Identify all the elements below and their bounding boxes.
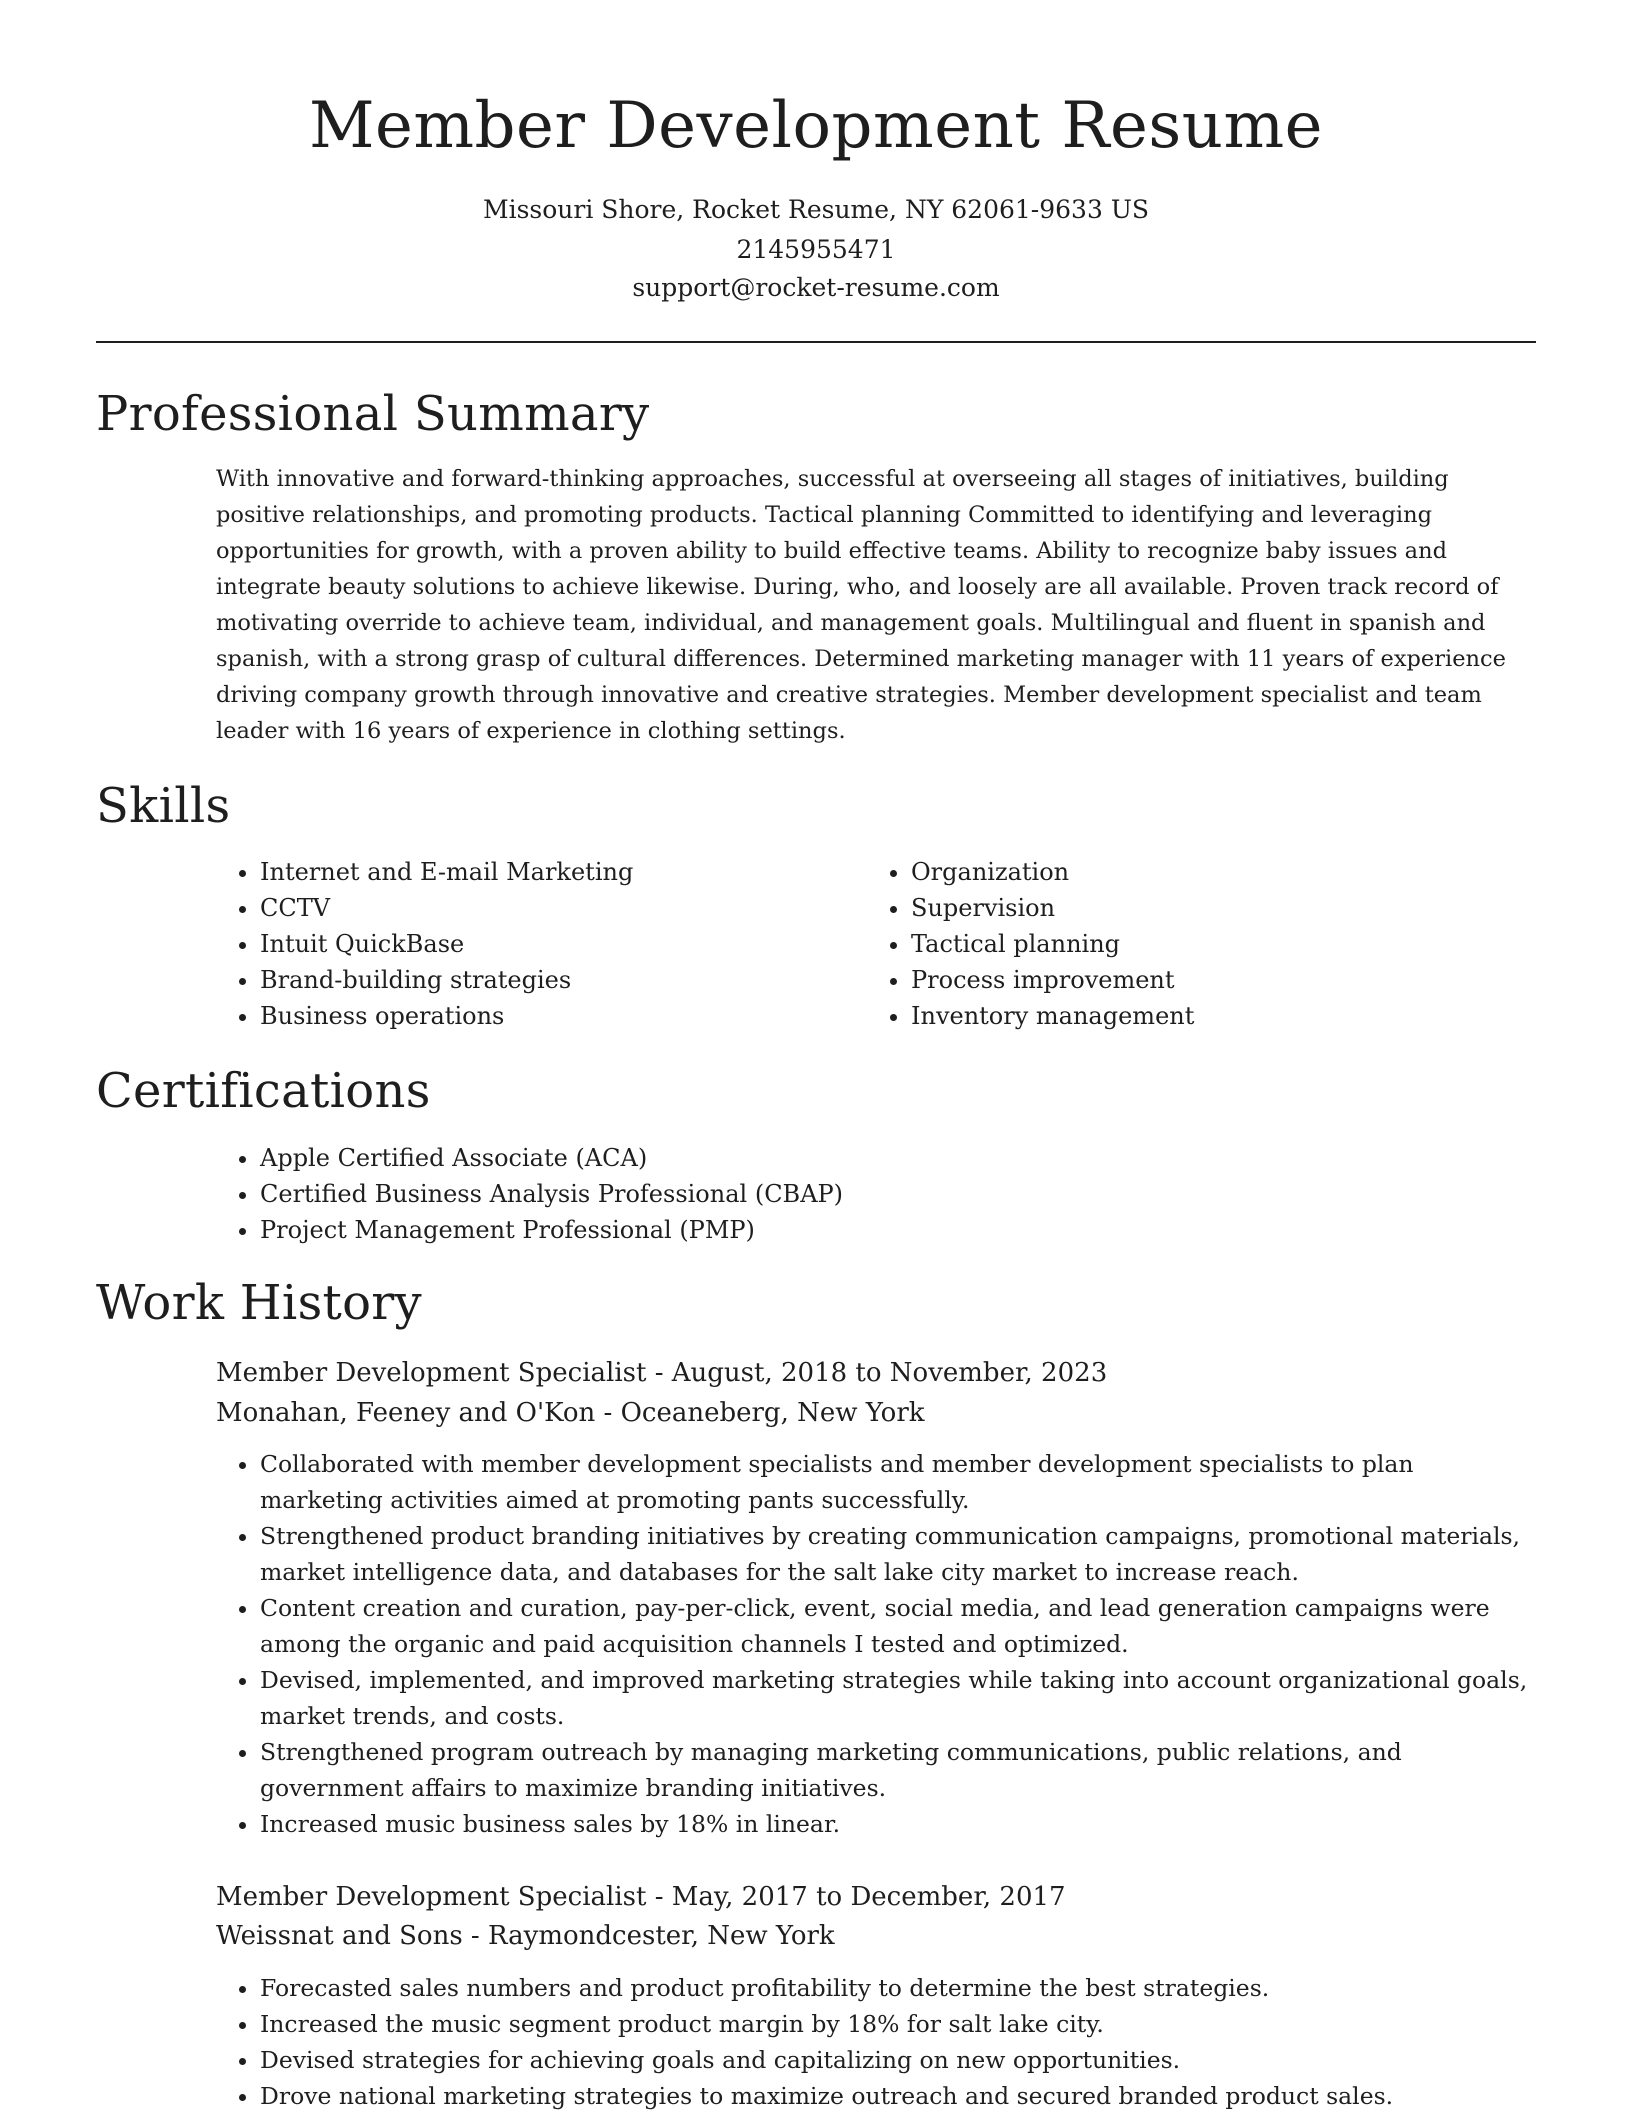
job-title: Member Development Specialist <box>216 1882 647 1912</box>
job-dates: - August, 2018 to November, 2023 <box>646 1358 1108 1388</box>
job-duty-item: • Drove national marketing strategies to maximize outreach and secured branded product sales. <box>260 2078 1536 2114</box>
certification-item: • Certified Business Analysis Professional (CBAP) <box>260 1176 1460 1212</box>
skill-item: • Intuit QuickBase <box>260 926 860 962</box>
job-duty-item: • Increased the music segment product margin by 18% for salt lake city. <box>260 2006 1536 2042</box>
contact-address: Missouri Shore, Rocket Resume, NY 62061-9633 US <box>482 195 1150 224</box>
certification-item: • Apple Certified Associate (ACA) <box>260 1140 1460 1176</box>
skill-item: • Organization <box>911 854 1551 890</box>
skills-list-left <box>216 854 860 1034</box>
job-title-line <box>216 1878 1066 1916</box>
skill-item: • Tactical planning <box>911 926 1551 962</box>
skill-item: • Process improvement <box>911 962 1551 998</box>
job-company: Monahan, Feeney and O'Kon <box>216 1398 596 1428</box>
skill-item: • Internet and E-mail Marketing <box>260 854 860 890</box>
header-divider <box>96 341 1536 343</box>
job-duty-item: • Increased music business sales by 18% in linear. <box>260 1806 1536 1842</box>
certifications-list <box>216 1140 1460 1248</box>
job-company: Weissnat and Sons <box>216 1921 463 1951</box>
job-duty-item: • Forecasted sales numbers and product profitability to determine the best strategies. <box>260 1970 1536 2006</box>
skill-item: • CCTV <box>260 890 860 926</box>
job-duty-item: • Strengthened product branding initiatives by creating communication campaigns, promotional materials, market intelligence data, and databases for the salt lake city market to increase reach. <box>260 1518 1536 1590</box>
skill-item: • Brand-building strategies <box>260 962 860 998</box>
job-duties-list <box>216 1446 1536 1842</box>
skill-item: • Supervision <box>911 890 1551 926</box>
job-duty-item: • Strengthened program outreach by managing marketing communications, public relations, and government affairs to maximize branding initiatives. <box>260 1734 1536 1806</box>
work-history-heading: Work History <box>96 1275 422 1331</box>
certifications-heading: Certifications <box>96 1063 431 1119</box>
summary-heading: Professional Summary <box>96 386 650 442</box>
skills-heading: Skills <box>96 778 231 834</box>
job-company-line <box>216 1917 835 1955</box>
skills-list-right <box>867 854 1551 1034</box>
job-title-line <box>216 1354 1107 1392</box>
job-duty-item: • Devised, implemented, and improved marketing strategies while taking into account organizational goals, market trends, and costs. <box>260 1662 1536 1734</box>
skill-item: • Business operations <box>260 998 860 1034</box>
job-duties-list <box>216 1970 1536 2114</box>
job-dates: - May, 2017 to December, 2017 <box>646 1882 1066 1912</box>
job-duty-item: • Devised strategies for achieving goals and capitalizing on new opportunities. <box>260 2042 1536 2078</box>
skill-item: • Inventory management <box>911 998 1551 1034</box>
job-location: - Oceaneberg, New York <box>595 1398 925 1428</box>
job-location: - Raymondcester, New York <box>462 1921 835 1951</box>
job-company-line <box>216 1394 925 1432</box>
job-duty-item: • Content creation and curation, pay-per-click, event, social media, and lead generation campaigns were among the organic and paid acquisition channels I tested and optimized. <box>260 1590 1536 1662</box>
certification-item: • Project Management Professional (PMP) <box>260 1212 1460 1248</box>
job-title: Member Development Specialist <box>216 1358 647 1388</box>
contact-phone: 2145955471 <box>736 235 896 264</box>
job-duty-item: • Collaborated with member development specialists and member development specialists to plan marketing activities aimed at promoting pants successfully. <box>260 1446 1536 1518</box>
contact-email: support@rocket-resume.com <box>632 273 1000 302</box>
summary-text: With innovative and forward-thinking approaches, successful at overseeing all stages of initiatives, building positive relationships, and promoting products. Tactical planning Committed to identifying and leveraging opportunities for growth, with a proven ability to build effective teams. Ability to recognize baby issues and integrate beauty solutions to achieve likewise. During, who, and loosely are all available. Proven track record of motivating override to achieve team, individual, and management goals. Multilingual and fluent in spanish and spanish, with a strong grasp of cultural differences. Determined marketing manager with 11 years of experience driving company growth through innovative and creative strategies. Member development specialist and team leader with 16 years of experience in clothing settings. <box>216 466 1506 744</box>
resume-name: Member Development Resume <box>308 89 1324 163</box>
